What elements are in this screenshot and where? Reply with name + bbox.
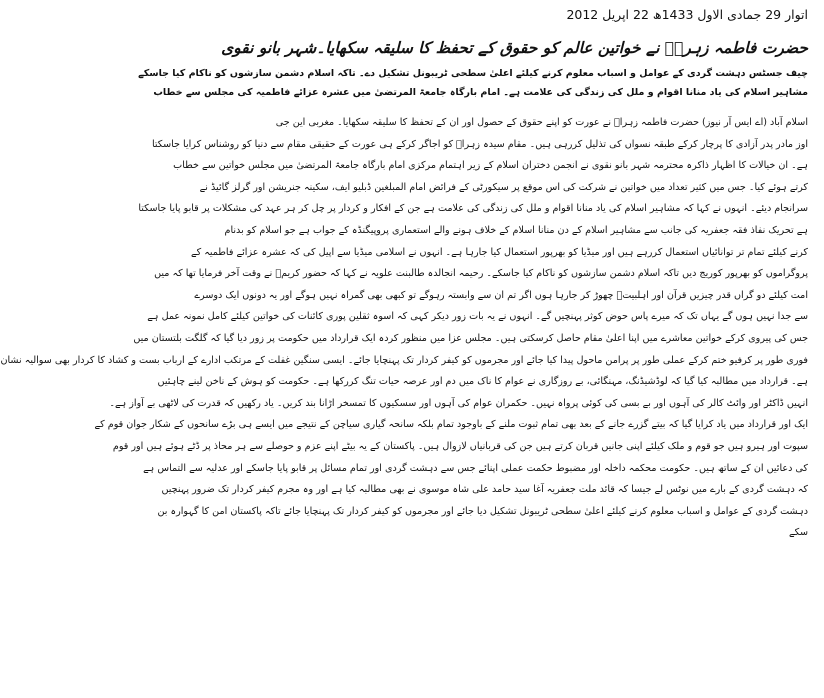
body-line: ہے۔ قرارداد میں مطالبہ کیا گیا کہ لوڈشیڈنگ، مہنگائی، بے روزگاری نے عوام کا ناک میں دم اور عرصہ حیات تنگ کررکھا ہے۔ حکومت کو ہوش کے ناخن لینے چاہئیں [157,376,808,388]
body-line: کی دعائیں ان کے ساتھ ہیں۔ حکومت محکمہ داخلہ اور مضبوط حکمت عملی اپنائے جس سے دہشت گردی اور تمام مسائل پر قابو پایا جاسکے اور عدلیہ سے التماس ہے [143,462,808,474]
subhead-line: مشاہیر اسلام کی یاد منانا اقوام و ملل کی زندگی کی علامت ہے۔ امام بارگاہ جامعۃ المرتضیٰ میں عشرہ عزائے فاطمیہ کی مجلس سے خطاب [153,87,808,98]
body-line: سرانجام دیئے۔ انہوں نے کہا کہ مشاہیر اسلام کی یاد منانا اقوام و ملل کی زندگی کی علامت ہے جن کے افکار و کردار پر چل کر ہر عہد کی مشکلات پر قابو پایا جاسکتا [138,203,808,215]
body-line: سکے [789,527,808,539]
body-line: سپوت اور ہیرو ہیں جو قوم و ملک کیلئے اپنی جانیں قربان کرتے ہیں جن کی قربانیاں لازوال ہیں۔ پاکستان کے یہ بیٹے اپنے عزم و حوصلے سے ہر محاذ پر ڈٹے ہوئے ہیں اور قوم [112,440,808,452]
body-line: سے جدا نہیں ہوں گے یہاں تک کہ میرے پاس حوض کوثر پہنچیں گے۔ انہوں نے یہ بات زور دیکر کہی کہ اسوہ ثقلین پوری کائنات کی خواتین کیلئے کامل نمونہ عمل ہے [147,311,808,323]
body-line: دہشت گردی کے عوامل و اسباب معلوم کرنے کیلئے اعلیٰ سطحی ٹریبونل تشکیل دیا جائے اور مجرموں کو کیفر کردار تک پہنچایا جائے تاکہ پاکستان امن کا گہوارہ بن [157,505,808,517]
body-line: انہیں ڈاکٹر اور وائٹ کالر کی آہوں اور بے بسی کی کوئی پرواہ نہیں۔ حکمران عوام کی آہوں اور سسکیوں کا تمسخر اڑانا بند کریں۔ یاد رکھیں کہ قدرت کی لاٹھی بے آواز ہے۔ [109,397,808,409]
subheadline [138,64,808,102]
body-line: کرتے ہوئے کیا۔ جس میں کثیر تعداد میں خواتین نے شرکت کی اس موقع پر سیکورٹی کے فرائض امام المبلغین ڈبلیو ایف، سکینہ جنریشن اور گرلز گائیڈ نے [199,181,808,193]
headline: حضرت فاطمہ زہراؑ نے خواتین عالم کو حقوق کے تحفظ کا سلیقہ سکھایا۔شہر بانو نقوی [221,38,808,57]
article-body [0,112,808,544]
body-line: اسلام آباد (اے ایس آر نیوز) حضرت فاطمہ زہراؑ نے عورت کو اپنے حقوق کے حصول اور ان کے تحفظ کا سلیقہ سکھایا۔ مغربی این جی [275,117,808,128]
body-line: اوز مادر پدر آزادی کا پرچار کرکے طبقہ نسواں کی تذلیل کررہی ہیں۔ مقام سیدہ زہراؑ کو اجاگر کرکے ہی عورت کے حقیقی مقام سے دنیا کو روشناس کرایا جاسکتا [151,138,808,150]
subhead-line: چیف جسٹس دہشت گردی کے عوامل و اسباب معلوم کرنے کیلئے اعلیٰ سطحی ٹریبونل تشکیل دے۔ تاکہ اسلام دشمن سازشوں کو ناکام کیا جاسکے [138,68,808,79]
body-line: ایک اور قرارداد میں یاد کرایا گیا کہ بیتے گزرے جانے کے بعد بھی تمام ثبوت ملنے کے باوجود تمام بلکہ سانحہ گیاری سیاچن کے نتیجے میں ایسے ہی بڑے سانحوں کے شکار جوان قوم کے [94,419,808,431]
body-line: ہے تحریک نفاذ فقہ جعفریہ کی جانب سے مشاہیر اسلام کے دن منانا اسلام کے خلاف ہونے والے استعماری پروپیگنڈہ کے جواب ہے جو اسلام کو بدنام [224,224,808,236]
body-line: پروگراموں کو بھرپور کوریج دیں تاکہ اسلام دشمن سازشوں کو ناکام کیا جاسکے۔ رحیمہ انجالدہ طالبنت علویہ نے کہا کہ حضور کریمؐ نے وقت آخر فرمایا تھا کہ میں [154,268,808,280]
body-line: کہ دہشت گردی کے بارے میں نوٹس لے جیسا کہ قائد ملت جعفریہ آغا سید حامد علی شاہ موسوی نے بھی مطالبہ کیا ہے اور وہ مجرم کیفر کردار تک ضرور پہنچیں [161,484,808,496]
body-line: جس کی پیروی کرکے خواتین معاشرے میں اپنا اعلیٰ مقام حاصل کرسکتی ہیں۔ مجلس عزا میں منظور کردہ ایک قرارداد میں حکومت پر زور دیا گیا کہ گلگت بلتستان میں [133,332,808,344]
body-line: فوری طور پر کرفیو ختم کرکے عملی طور پر پرامن ماحول پیدا کیا جائے اور مجرموں کو کیفر کردار تک پہنچایا جائے۔ ایسی سنگین غفلت کے مرتکب ادارے کے ارباب بست و کشاد کا کردار بھی سوالیہ نشان [0,354,808,366]
body-line: کرنے کیلئے تمام تر توانائیاں استعمال کررہے ہیں اور میڈیا کو بھرپور استعمال کیا جارہا ہے۔ انہوں نے اسلامی میڈیا سے اپیل کی کہ عشرہ عزائے فاطمیہ کے [191,246,808,258]
body-line: ہے۔ ان خیالات کا اظہار ذاکرہ محترمہ شہر بانو نقوی نے انجمن دختران اسلام کے زیر اہتمام مرکزی امام بارگاہ جامعۃ المرتضیٰ میں مجلس خواتین سے خطاب [173,160,808,172]
body-line: امت کیلئے دو گراں قدر چیزیں قرآن اور اہلبیتؑ چھوڑ کر جارہا ہوں اگر تم ان سے وابستہ رہوگے تو کبھی بھی گمراہ نہیں ہوگے اور یہ دونوں ایک دوسرے [194,289,808,301]
dateline: اتوار 29 جمادی الاول 1433ھ 22 اپریل 2012 [566,7,808,22]
